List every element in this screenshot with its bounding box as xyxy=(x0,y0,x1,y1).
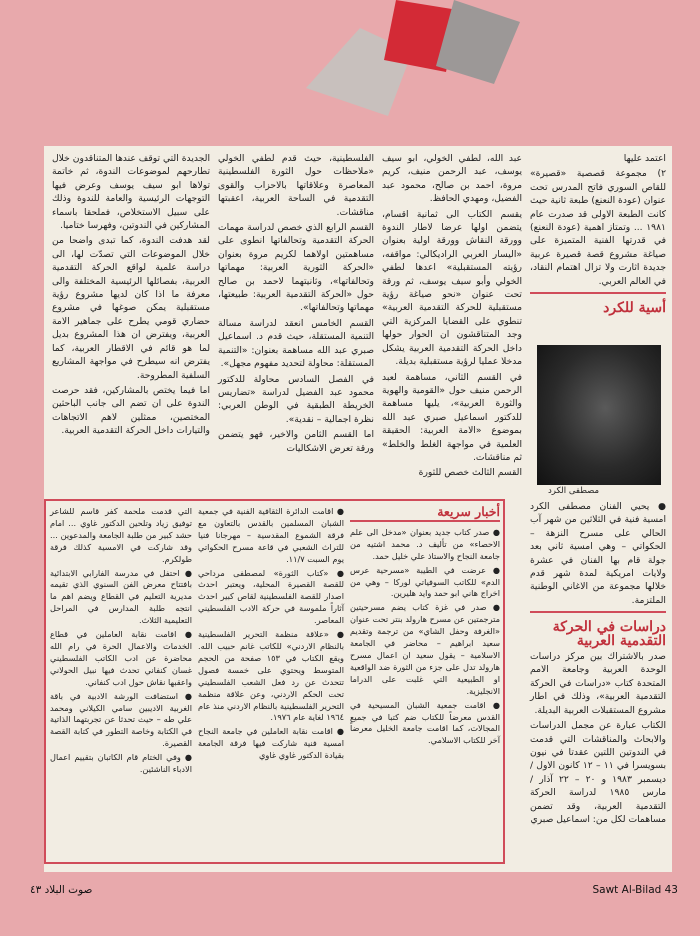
col3-paragraph: القسم الخامس انعقد لدراسة مسالة التنمية المستقلة، حيث قدم د. اسماعيل صبري عبد الله مساهمة بعنوان: «التنمية المستقلة: محاولة لتحديد مفهوم مجهل». xyxy=(218,317,374,370)
portrait-photo xyxy=(537,345,661,485)
column-4 xyxy=(52,152,210,440)
divider xyxy=(530,611,666,613)
news-item: ● اقامت الدائرة الثقافية الفنية في جمعية الشبان المسلمين بالقدس بالتعاون مع فرقة الشموع المقدسية – مهرجانا فنيا للتراث الشعبي في قاعة مسرح الحكواتي يوم السبت ١١/٧. xyxy=(198,506,344,564)
news-item: ● صدر كتاب جديد بعنوان «مدخل الى علم الاحصاء» من تأليف د. محمد اشتيه من جامعة النجاح والاستاذ علي خليل حمد. xyxy=(350,526,500,561)
quick-news-col-3 xyxy=(50,506,192,778)
quick-news-col-2 xyxy=(198,506,344,764)
decorative-diamonds xyxy=(300,0,540,150)
col3-paragraph: في الفصل السادس محاولة للدكتور محمود عبد الفضيل لدراسة «تضاريس الخريطة الطبقية في الوطن العربي: نظرة اجمالية – نقدية». xyxy=(218,373,374,425)
divider xyxy=(350,520,500,522)
col2-paragraph: في القسم الثاني، مساهمة لعبد الرحمن منيف حول «القومية والهوية والثورة العربية»، يليها مساهمة للدكتور اسماعيل صبري عبد الله بموضوع «الامة العربية: الحقيقة العلمية في مواجهة الغلط والخلط» ثم مناقشات. xyxy=(382,371,522,463)
kurd-evening-paragraph: ● يحيي الفنان مصطفى الكرد امسية فنية في الثلاثين من شهر آب الحالي على مسرح النزهة – الحكواتي – وهي امسية ثاني بعد جولة قام بها الفنان في عشرة ولايات امريكية لمدة شهر قدم خلالها مجموعة من الاغاني الوطنية الملتزمة. xyxy=(530,501,666,606)
col4-paragraph: لقد هدفت الندوة، كما تبدى واضحا من خلال الموضوعات التي تصدّت لها، الى دراسة علمية لواقع الحركة التقدمية العربية، بفصائلها الرئيسية المختلفة والى معرفة ما اذا كان لديها مشروع رؤية مستقبلية يمكن صوغها في مشروع حضاري قومي يطرح على جماهير الامة العربية، ويفترض ان هذا المشروع بديل لما هو قائم في الاقطار العربية، كما يفترض انه سيطرح في مواجهة المشاريع السلفية المطروحة. xyxy=(52,235,210,381)
col3-paragraph: الفلسطينية، حيث قدم لطفي الخولي «ملاحظات حول الثورة الفلسطينية المعاصرة وعلاقاتها بالاحزاب والقوى التقدمية في الساحة العربية، اعقبتها مناقشات. xyxy=(218,153,374,218)
col4-paragraph: اما فيما يختص بالمشاركين، فقد حرصت الندوة على ان تضم الى جانب الباحثين المختصين، ممثلين لاهم الاتجاهات والتيارات داخل الحركة التقدمية العربية. xyxy=(52,384,210,437)
news-item: ● استضافت الورشة الادبية في باقة الغربية الاديبين سامي الكيلاني ومحمد علي طه – حيث تحدثا عن تجربتهما الذاتية في الكتابة وخاصة التطور في كتابة القصة القصيرة. xyxy=(50,690,192,749)
news-item: ● عرضت في الطيبة «مسرحية عرس الدم» للكاتب السوفياتي لوركا – وهي من اخراج هاني ابو حمد وايد هليرين. xyxy=(350,564,500,599)
column-right xyxy=(530,152,666,317)
news-item: التي قدمت ملحمة كفر قاسم للشاعر توفيق زياد وتلحين الدكتور غاوي ... امام حشد كبير من طلبة الجامعة والمدعوين ... وقد شاركت في الامسية كذلك فرقة طولكرم. xyxy=(50,506,192,564)
photo-caption: مصطفى الكرد xyxy=(548,486,600,496)
col4-paragraph: الجديدة التي توقف عندها المتناقدون خلال تطارحهم لموضوعات الندوة، ثم خاتمة تولاها ابو سيف يوسف وعرض فيها التوجهات الرئيسية والعامة للندوة وذلك على سبيل الاستخلاص، فملحقا باسماء المشاركين في الندوتين، وفهرسا ختاميا. xyxy=(52,153,210,232)
footer-page-number-arabic: صوت البلاد ٤٣ xyxy=(30,884,93,896)
news-item: ● «كتاب الثورة» لمصطفى مرداحي للقصة القصيرة المحلية، ويعتبر احدث اصدار للقصة الفلسطينية لقاص كبير احدث آثاراً ملموسة في حركة الادب الفلسطيني المعاصر. xyxy=(198,567,344,626)
news-item: ● صدر في غزة كتاب يضم مسرحيتين مترجمتين عن مسرح هارولد بنتر تحت عنوان «الغرفة وحفل الشاي» من ترجمة وتقديم سعيد ابراهيم – محاضر في الجامعة الاسلامية – يقول سعيد ان اعمال مسرح هارولد تدل على جزء من الثورة ضد الواقعية او الطبيعية التي غلبت على الدراما الانجليزية. xyxy=(350,602,500,696)
news-item: ● اقامت نقابة العاملين في قطاع الخدمات والاعمال الحرة في رام الله محاضرة عن ادب الكاتب الفلسطيني غسان كنفاني تحدث فيها نبيل الحولاني واعقبها نقاش حول ادب كنفاني. xyxy=(50,629,192,687)
heading-kurd-evening: أسية للكرد xyxy=(603,300,666,317)
news-item: ● اقامت جمعية الشبان المسيحية في القدس معرضاً للكتاب ضم كتبا في جميع المجالات، كما اقامت جامعة الخليل معرضاً آخر للكتاب الاسلامي. xyxy=(350,699,500,746)
footer-page-number-latin: Sawt Al-Bilad 43 xyxy=(592,884,678,896)
quick-news-title: أخبار سريعة xyxy=(437,504,500,519)
news-item: ● احتفل في مدرسة الفارابي الابتدائية بافتتاح معرض الفن السنوي الذي تقيمه مديرية التعليم في القطاع ويضم اهم ما انتجه طلبة المدارس في المراحل التعليمية الثلاث. xyxy=(50,567,192,626)
col3-paragraph: القسم الرابع الذي خصص لدراسة مهمات الحركة التقدمية وتحالفاتها انطوى على مساهمتين اولاهما لكريم مروة بعنوان «الحركة الثورية العربية: مهماتها وتحالفاتها»، وثانيتهما لاحمد بن صالح حول «الحركة التقدمية العربية: طبيعتها، مهماتها وتحالفاتها». xyxy=(218,222,374,314)
news-item: ● «علاقة منظمة التحرير الفلسطينية بالنظام الاردني» للكاتب غانم حبيب الله. ويقع الكتاب في ١٥٣ صفحة من الحجم المتوسط ويحتوي على خمسة فصول تتحدث عن رد فعل الشعب الفلسطيني تحت الحكم الاردني، وعن علاقة منظمة التحرير الفلسطينية بالنظام الاردني منذ عام ١٩٦٤ لغاية عام ١٩٧٦. xyxy=(198,629,344,723)
studies-paragraph-1: صدر بالاشتراك بين مركز دراسات الوحدة العربية وجامعة الامم المتحدة كتاب «دراسات في الحركة التقدمية العربية»، وذلك في اطار مشروع المستقبلات العربية البديلة. xyxy=(530,651,666,716)
column-right-lower xyxy=(530,500,666,828)
column-3 xyxy=(218,152,374,457)
col2-paragraph: يقسم الكتاب الى ثمانية اقسام، يتضمن اولها عرضا لاطار الندوة وورقة النقاش وورقة اولية بعنوان «اليسار العربي الراديكالي: مواقفه، رؤيته المستقبلية» اعدها لطفي الخولي وأبو سيف يوسف، ثم ورقة تحت عنوان «نحو صياغة رؤية مستقبلية للحركة التقدمية العربية» تنطوي على القضايا المركزية التي وجد المتناقشون ان الحوار حولها داخل الحركة التقدمية العربية يشكل مدخلا عمليا لرؤية مستقبلية بديلة. xyxy=(382,208,522,368)
col2-paragraph: عبد الله، لطفي الخولي، ابو سيف يوسف، عبد الرحمن منيف، كريم مروة، احمد بن صالح، محمود عبد الفضيل، ومهدي الحافظ. xyxy=(382,153,522,205)
quick-news-col-1 xyxy=(350,506,500,749)
news-item: ● وفي الختام قام الكاتبان بتقييم اعمال الادباء الناشئين. xyxy=(50,752,192,775)
heading-progressive-studies: دراسات في الحركة التقدمية العربية xyxy=(552,619,666,649)
col3-paragraph: اما القسم الثامن والاخير، فهو يتضمن ورقة تعرض الاشكاليات xyxy=(218,429,374,454)
book-item-paragraph: ٢) مجموعة قصصية «قصيرة» للقاص السوري فاتح المدرس تحت عنوان (عودة النعنع) طبعة ثانية حيث كانت الطبعة الاولى قد صدرت عام ١٩٨١ ... وتمتاز اهمية (عودة النعنع) في قدرتها الفنية المتميزة على صياغة مشروع قصة قصيرة عربية جديدة اثارت ولا تزال اهتمام النقاد، في العالم العربي. xyxy=(530,168,666,287)
col2-paragraph: القسم الثالث خصص للثورة xyxy=(418,467,522,479)
news-item: ● اقامت نقابة العاملين في جامعة النجاح امسية فنية شاركت فيها فرقة الجامعة بقيادة الدكتور غاوي غاوي xyxy=(198,726,344,761)
intro-text: اعتمد عليها xyxy=(623,153,666,164)
column-2 xyxy=(382,152,522,482)
divider xyxy=(530,292,666,294)
studies-paragraph-2: الكتاب عبارة عن مجمل الدراسات والابحاث والمناقشات التي قدمت في الندوتين اللتين عقدتا في نيون بسويسرا في ١١ – ١٢ كانون الاول / ديسمبر ١٩٨٣ و ٢٠ – ٢٢ آذار / مارس ١٩٨٥ لدراسة الحركة التقدمية العربية، وقد تضمن مساهمات لكل من: اسماعيل صبري xyxy=(530,720,667,825)
